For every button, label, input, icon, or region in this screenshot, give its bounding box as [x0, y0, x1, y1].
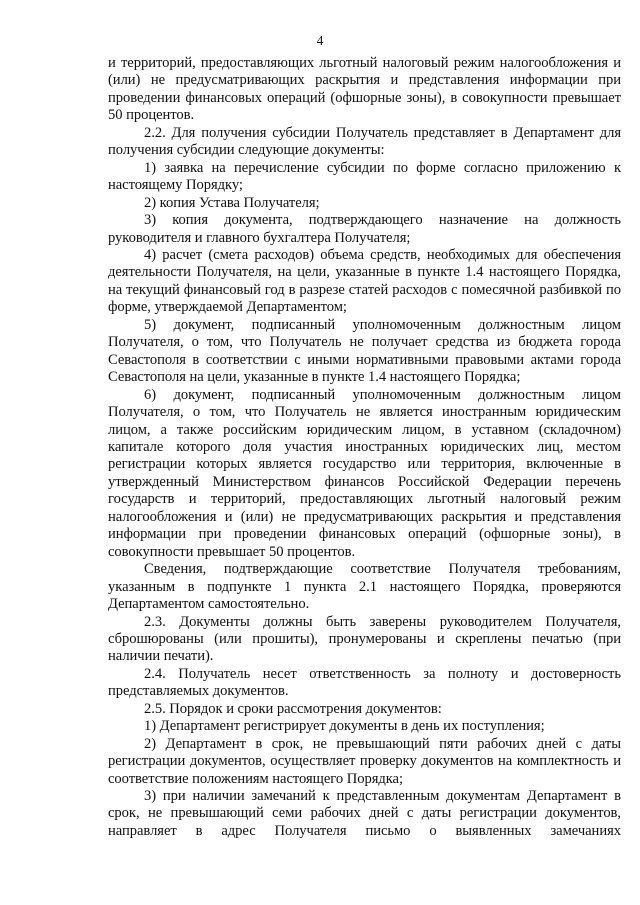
paragraph-2-4: 2.4. Получатель несет ответственность за полноту и достоверность представляемых документов. [108, 665, 621, 700]
list-item-4: 4) расчет (смета расходов) объема средств, необходимых для обеспечения деятельности Получателя, на цели, указанные в пункте 1.4 настоящего Порядка, на текущий финансовый год в разрезе статей расходов с помесячной разбивкой по форме, утверждаемой Департаментом; [108, 246, 621, 316]
procedure-item-2: 2) Департамент в срок, не превышающий пяти рабочих дней с даты регистрации документов, осуществляет проверку документов на комплектность и соответствие положениям настоящего Порядка; [108, 735, 621, 787]
procedure-item-1: 1) Департамент регистрирует документы в день их поступления; [144, 718, 545, 735]
list-item-1: 1) заявка на перечисление субсидии по форме согласно приложению к настоящему Порядку; [108, 159, 621, 194]
paragraph-info: Сведения, подтверждающие соответствие Получателя требованиям, указанным в подпункте 1 пункта 2.1 настоящего Порядка, проверяются Департаментом самостоятельно. [108, 561, 621, 613]
list-item-5: 5) документ, подписанный уполномоченным должностным лицом Получателя, о том, что Получатель не получает средства из бюджета города Севастополя в соответствии с иными нормативными правовыми актами города Севастополя на цели, указанные в пункте 1.4 настоящего Порядка; [108, 316, 621, 386]
page-number: 4 [316, 33, 324, 48]
paragraph-2-2: 2.2. Для получения субсидии Получатель представляет в Департамент для получения субсидии следующие документы: [108, 124, 621, 159]
list-item-6: 6) документ, подписанный уполномоченным должностным лицом Получателя, о том, что Получатель не является иностранным юридическим лицом, а также российским юридическим лицом, в уставном (складочном) капитале которого доля участия иностранных юридических лиц, местом регистрации которых является государство или территория, включенные в утвержденный Министерством финансов Российской Федерации перечень государств и территорий, предоставляющих льготный налоговый режим налогообложения и (или) не предусматривающих раскрытия и представления информации при проведении финансовых операций (офшорные зоны), в совокупности превышает 50 процентов. [108, 386, 621, 560]
list-item-3: 3) копия документа, подтверждающего назначение на должность руководителя и главного бухгалтера Получателя; [108, 212, 621, 246]
paragraph-2-3: 2.3. Документы должны быть заверены руководителем Получателя, сброшюрованы (или прошиты), пронумерованы и скреплены печатью (при наличии печати). [108, 613, 621, 665]
paragraph-continuation: и территорий, предоставляющих льготный налоговый режим налогообложения и (или) не предусматривающих раскрытия и представления информации при проведении финансовых операций (офшорные зоны), в совокупности превышает 50 процентов. [108, 55, 621, 124]
list-item-2: 2) копия Устава Получателя; [144, 194, 320, 211]
procedure-item-3: 3) при наличии замечаний к представленным документам Департамент в срок, не превышающий семи рабочих дней с даты регистрации документов, направляет в адрес Получателя письмо о выявленных замечаниях [108, 788, 621, 839]
paragraph-2-5: 2.5. Порядок и сроки рассмотрения документов: [144, 700, 442, 717]
document-body [108, 55, 621, 840]
